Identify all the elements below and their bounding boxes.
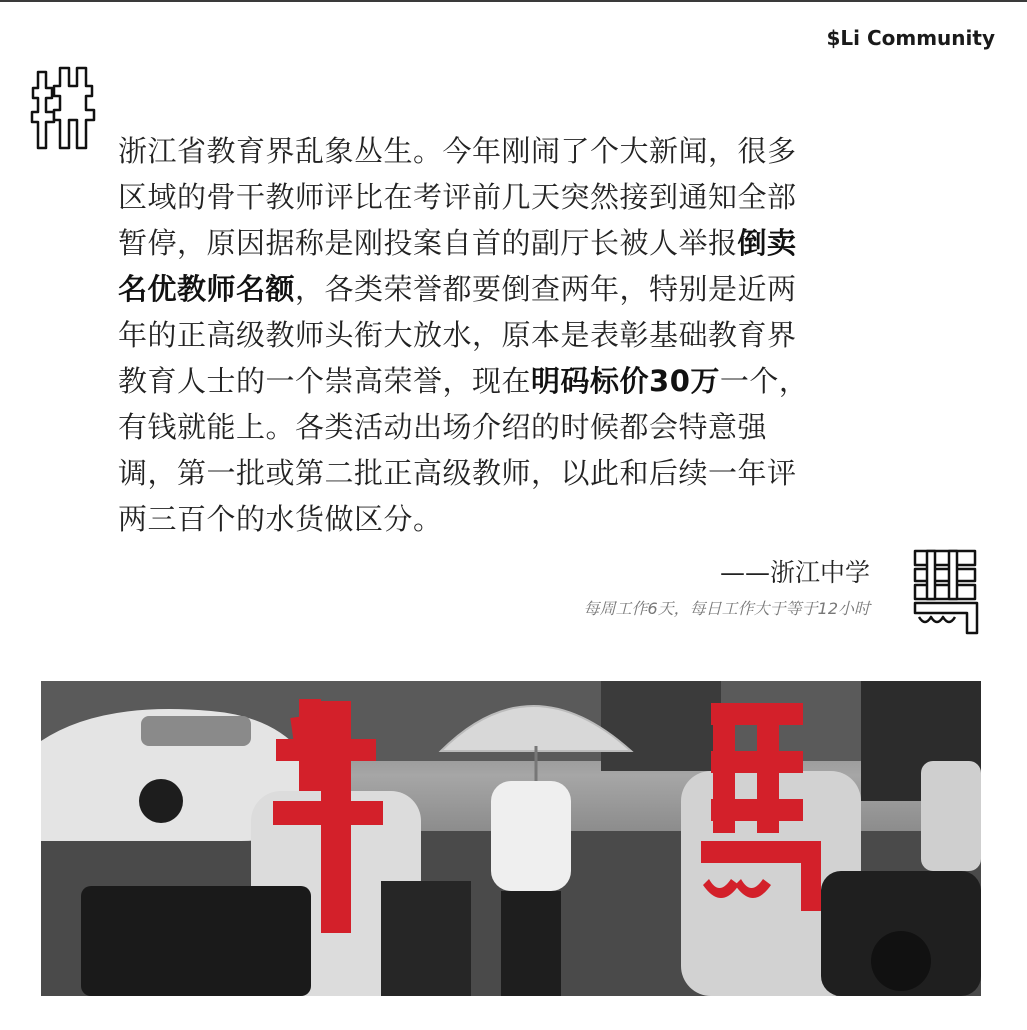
deco-ox-glyph-icon [30,60,100,160]
quote-emphasis: 名优教师名额 [118,272,296,306]
quote-text: 浙江省教育界乱象丛生。今年刚闹了个大新闻，很多 [118,134,797,168]
quote-line [118,358,918,404]
quote-text: 调，第一批或第二批正高级教师，以此和后续一年评 [118,456,797,490]
quote-text: 一个， [719,364,809,398]
quote-source: ——浙江中学 [719,558,870,587]
main-quote [118,128,918,542]
quote-line [118,266,918,312]
quote-emphasis: 明码标价30万 [531,364,720,398]
quote-line [118,312,918,358]
deco-horse-glyph-icon [905,545,985,645]
quote-text: 教育人士的一个崇高荣誉，现在 [118,364,532,398]
quote-text: 有钱就能上。各类活动出场介绍的时候都会特意强 [118,410,768,444]
quote-line [118,404,918,450]
work-hours-note: 每周工作6天，每日工作大于等于12小时 [583,599,870,618]
red-overlay-glyphs [41,681,981,996]
quote-text: 年的正高级教师头衔大放水，原本是表彰基础教育界 [118,318,797,352]
quote-line [118,220,918,266]
quote-line [118,174,918,220]
brand-label: $Li Community [826,26,995,50]
top-border [0,0,1027,2]
quote-text: ，各类荣誉都要倒查两年，特别是近两 [295,272,797,306]
quote-text: 暂停，原因据称是刚投案自首的副厅长被人举报 [118,226,738,260]
quote-line [118,496,918,542]
quote-line [118,450,918,496]
red-horse-glyph-icon [701,703,821,911]
quote-text: 区域的骨干教师评比在考评前几天突然接到通知全部 [118,180,797,214]
red-ox-glyph-icon [273,699,383,933]
quote-emphasis: 倒卖 [737,226,797,260]
street-photo [41,681,981,996]
quote-text: 两三百个的水货做区分。 [118,502,443,536]
quote-line [118,128,918,174]
